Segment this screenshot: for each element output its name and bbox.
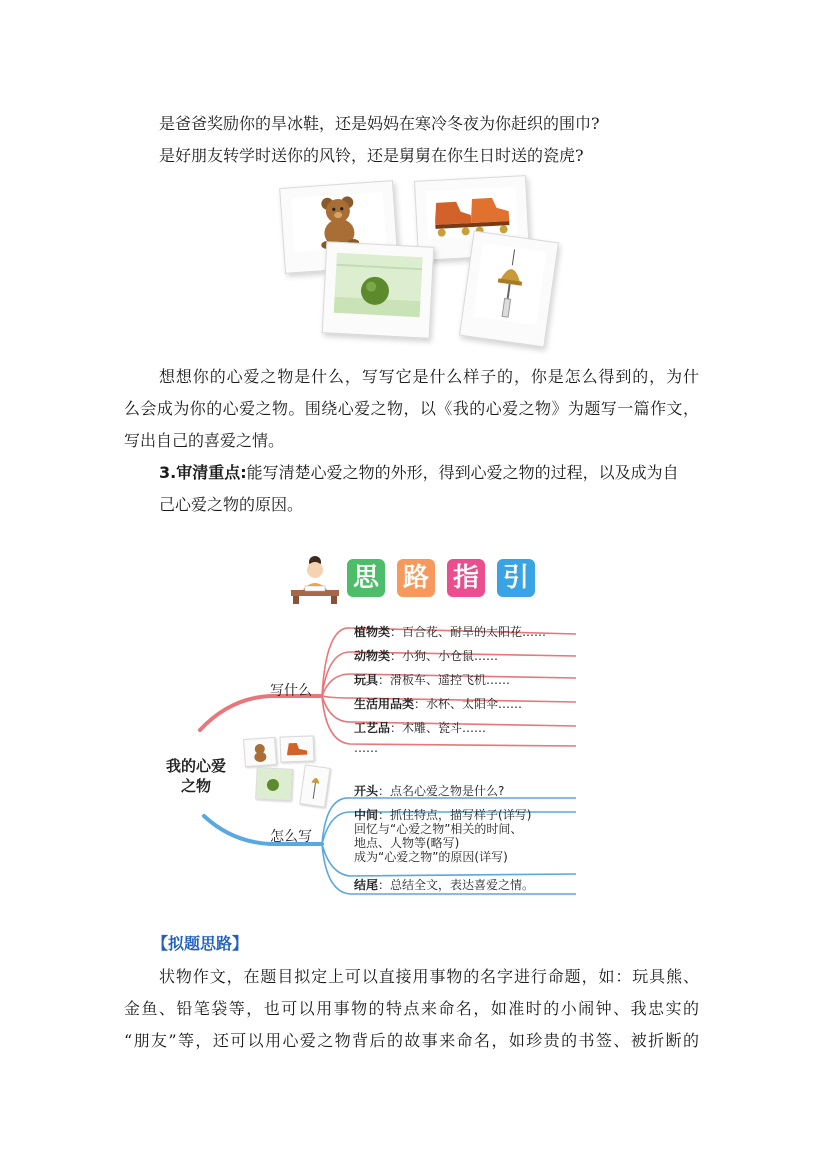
photo-moss-ball xyxy=(322,241,435,339)
what-item-head: 玩具 xyxy=(354,673,379,687)
point-text-1: 能写清楚心爱之物的外形，得到心爱之物的过程，以及成为自 xyxy=(246,463,679,482)
how-open-text: ：点名心爱之物是什么? xyxy=(378,784,505,798)
mini-skates-icon xyxy=(281,736,314,761)
moss-ball-icon xyxy=(334,253,423,317)
mini-bear-icon xyxy=(244,738,276,766)
mini-photo-moss xyxy=(255,767,293,801)
body-line-2: 金鱼、铅笔袋等，也可以用事物的特点来命名，如准时的小闹钟、我忠实的 xyxy=(124,999,699,1018)
mindmap-photos xyxy=(240,736,332,808)
point-line-2: 己心爱之物的原因。 xyxy=(159,495,304,514)
mini-photo-chime xyxy=(299,764,330,807)
what-item-head: 植物类 xyxy=(354,625,391,639)
what-item xyxy=(354,695,522,712)
reading-child-icon xyxy=(287,552,343,604)
guide-char-si: 思 xyxy=(347,559,385,597)
what-item xyxy=(354,623,546,640)
point-line-1 xyxy=(159,462,679,484)
what-item xyxy=(354,719,486,736)
guide-char-lu: 路 xyxy=(397,559,435,597)
how-open-head: 开头 xyxy=(354,784,379,798)
how-end-head: 结尾 xyxy=(354,878,379,892)
what-item-text: ：水杯、太阳伞…… xyxy=(414,697,523,711)
branch-how-label: 怎么写 xyxy=(270,829,312,845)
what-item-head: 工艺品 xyxy=(354,721,391,735)
guide-banner xyxy=(287,552,547,604)
intro-line-2: 是好朋友转学时送你的风铃，还是舅舅在你生日时送的瓷虎? xyxy=(159,146,584,165)
photo-wind-chime xyxy=(459,231,559,348)
mini-chime-icon xyxy=(300,766,329,807)
prompt-line-3: 写出自己的喜爱之情。 xyxy=(124,431,285,450)
how-middle-head: 中间 xyxy=(354,808,379,822)
how-middle-line: 回忆与“心爱之物”相关的时间、 xyxy=(354,822,523,836)
how-middle-line: 成为“心爱之物”的原因(详写) xyxy=(354,850,508,864)
mindmap-root-line-2: 之物 xyxy=(180,777,211,795)
mindmap-root-line-1: 我的心爱 xyxy=(165,757,226,775)
guide-char-yin: 引 xyxy=(497,559,535,597)
how-middle-line: 地点、人物等(略写) xyxy=(354,836,460,850)
section-title: 【拟题思路】 xyxy=(152,934,249,953)
prompt-line-1: 想想你的心爱之物是什么，写写它是什么样子的，你是怎么得到的，为什 xyxy=(159,367,699,386)
what-item xyxy=(354,647,498,664)
guide-char-zhi: 指 xyxy=(447,559,485,597)
photo-collage xyxy=(280,176,560,346)
how-end-text: ：总结全文，表达喜爱之情。 xyxy=(378,878,535,892)
how-open xyxy=(354,782,504,799)
what-item-head: 动物类 xyxy=(354,649,391,663)
mini-moss-icon xyxy=(256,768,292,800)
what-item-text: …… xyxy=(354,741,378,755)
what-item-text: ：滑板车、遥控飞机…… xyxy=(378,673,511,687)
mini-photo-skates xyxy=(280,735,315,762)
body-line-1: 状物作文，在题目拟定上可以直接用事物的名字进行命题，如：玩具熊、 xyxy=(159,967,699,986)
how-end xyxy=(354,876,534,893)
mini-photo-bear xyxy=(243,737,277,767)
how-middle-line: ：抓住特点，描写样子(详写) xyxy=(378,808,532,822)
body-line-3: “朋友”等，还可以用心爱之物背后的故事来命名，如珍贵的书签、被折断的 xyxy=(124,1031,699,1050)
branch-what-label: 写什么 xyxy=(270,683,312,699)
what-item xyxy=(354,671,510,688)
roller-skates-icon xyxy=(426,187,518,240)
mindmap-root xyxy=(156,756,236,796)
what-item-text: ：小狗、小仓鼠…… xyxy=(390,649,499,663)
what-item xyxy=(354,741,378,755)
intro-line-1: 是爸爸奖励你的旱冰鞋，还是妈妈在寒冷冬夜为你赶织的围巾? xyxy=(159,114,600,133)
prompt-line-2: 么会成为你的心爱之物。围绕心爱之物，以《我的心爱之物》为题写一篇作文， xyxy=(124,399,699,418)
what-item-head: 生活用品类 xyxy=(354,697,415,711)
wind-chime-icon xyxy=(473,243,547,325)
how-middle xyxy=(354,808,531,864)
point-lead: 3.审清重点: xyxy=(159,463,247,482)
what-item-text: ：木雕、瓷斗…… xyxy=(390,721,487,735)
what-item-text: ：百合花、耐旱的太阳花…… xyxy=(390,625,547,639)
